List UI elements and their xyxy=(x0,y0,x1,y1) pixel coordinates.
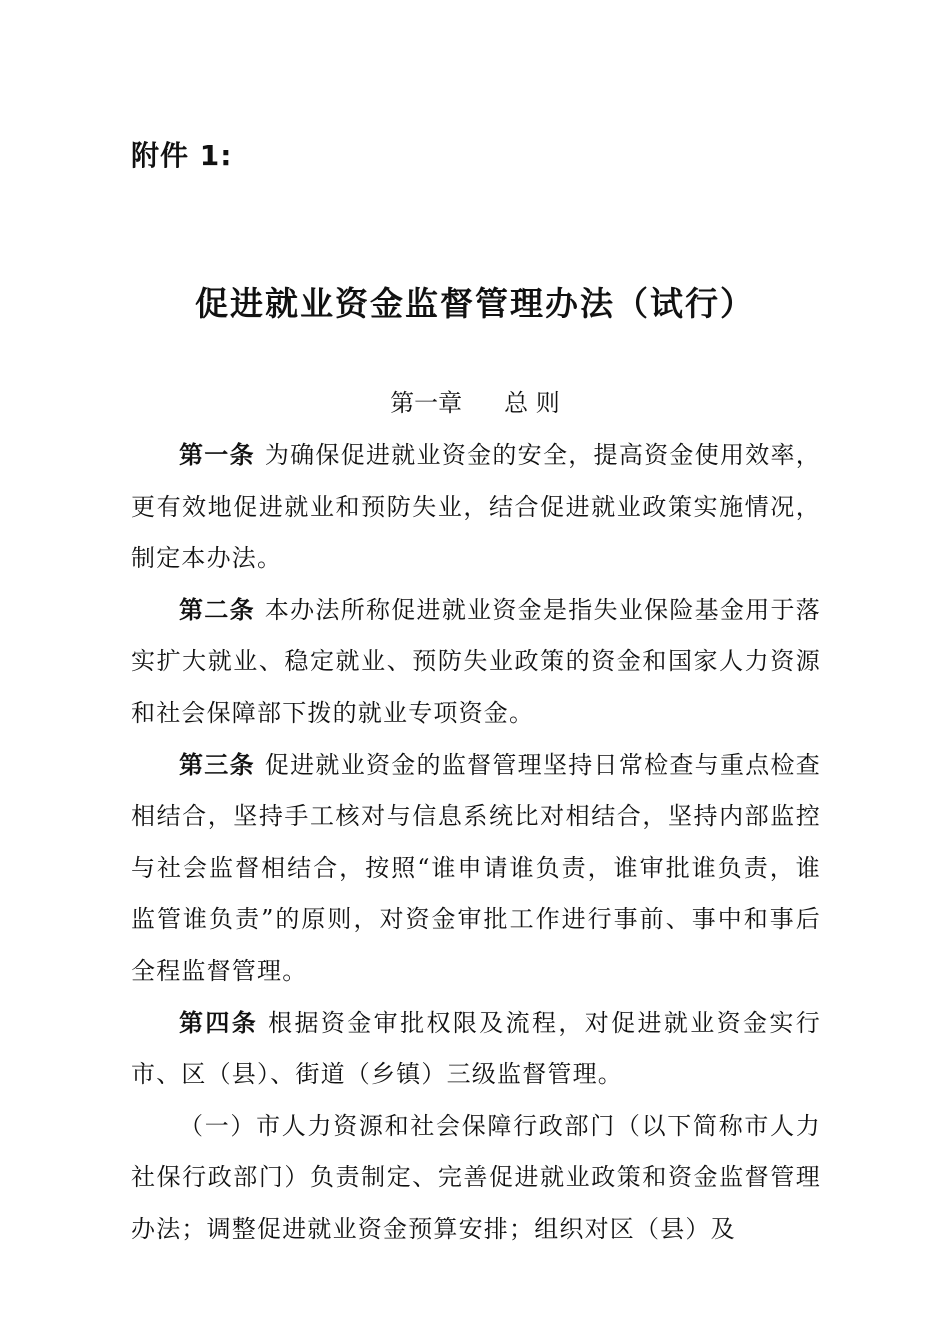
article-2 xyxy=(131,585,821,740)
article-3 xyxy=(131,740,821,998)
attachment-label: 附件 1: xyxy=(131,139,233,172)
chapter-number: 第一章 xyxy=(390,389,463,417)
article-4-label: 第四条 xyxy=(179,1008,259,1037)
chapter-name: 总 则 xyxy=(504,389,560,417)
article-3-text: 促进就业资金的监督管理坚持日常检查与重点检查相结合，坚持手工核对与信息系统比对相结合，坚持内部监控与社会监督相结合，按照“谁申请谁负责，谁审批谁负责，谁监管谁负责”的原则，对资金审批工作进行事前、事中和事后全程监督管理。 xyxy=(131,750,821,985)
article-1 xyxy=(131,430,821,585)
document-title: 促进就业资金监督管理办法（试行） xyxy=(195,284,755,323)
article-2-label: 第二条 xyxy=(179,595,255,624)
item-1: （一）市人力资源和社会保障行政部门（以下简称市人力社保行政部门）负责制定、完善促进就业政策和资金监督管理办法；调整促进就业资金预算安排；组织对区（县）及 xyxy=(131,1111,821,1243)
chapter-heading xyxy=(0,383,950,418)
document-body xyxy=(131,430,821,1256)
article-3-label: 第三条 xyxy=(179,750,255,779)
article-4 xyxy=(131,998,821,1101)
article-2-text: 本办法所称促进就业资金是指失业保险基金用于落实扩大就业、稳定就业、预防失业政策的资金和国家人力资源和社会保障部下拨的就业专项资金。 xyxy=(131,595,821,727)
article-4-text: 根据资金审批权限及流程，对促进就业资金实行市、区（县）、街道（乡镇）三级监督管理。 xyxy=(131,1008,821,1089)
article-1-label: 第一条 xyxy=(179,441,255,469)
article-1-text: 为确保促进就业资金的安全，提高资金使用效率，更有效地促进就业和预防失业，结合促进就业政策实施情况，制定本办法。 xyxy=(131,441,821,573)
